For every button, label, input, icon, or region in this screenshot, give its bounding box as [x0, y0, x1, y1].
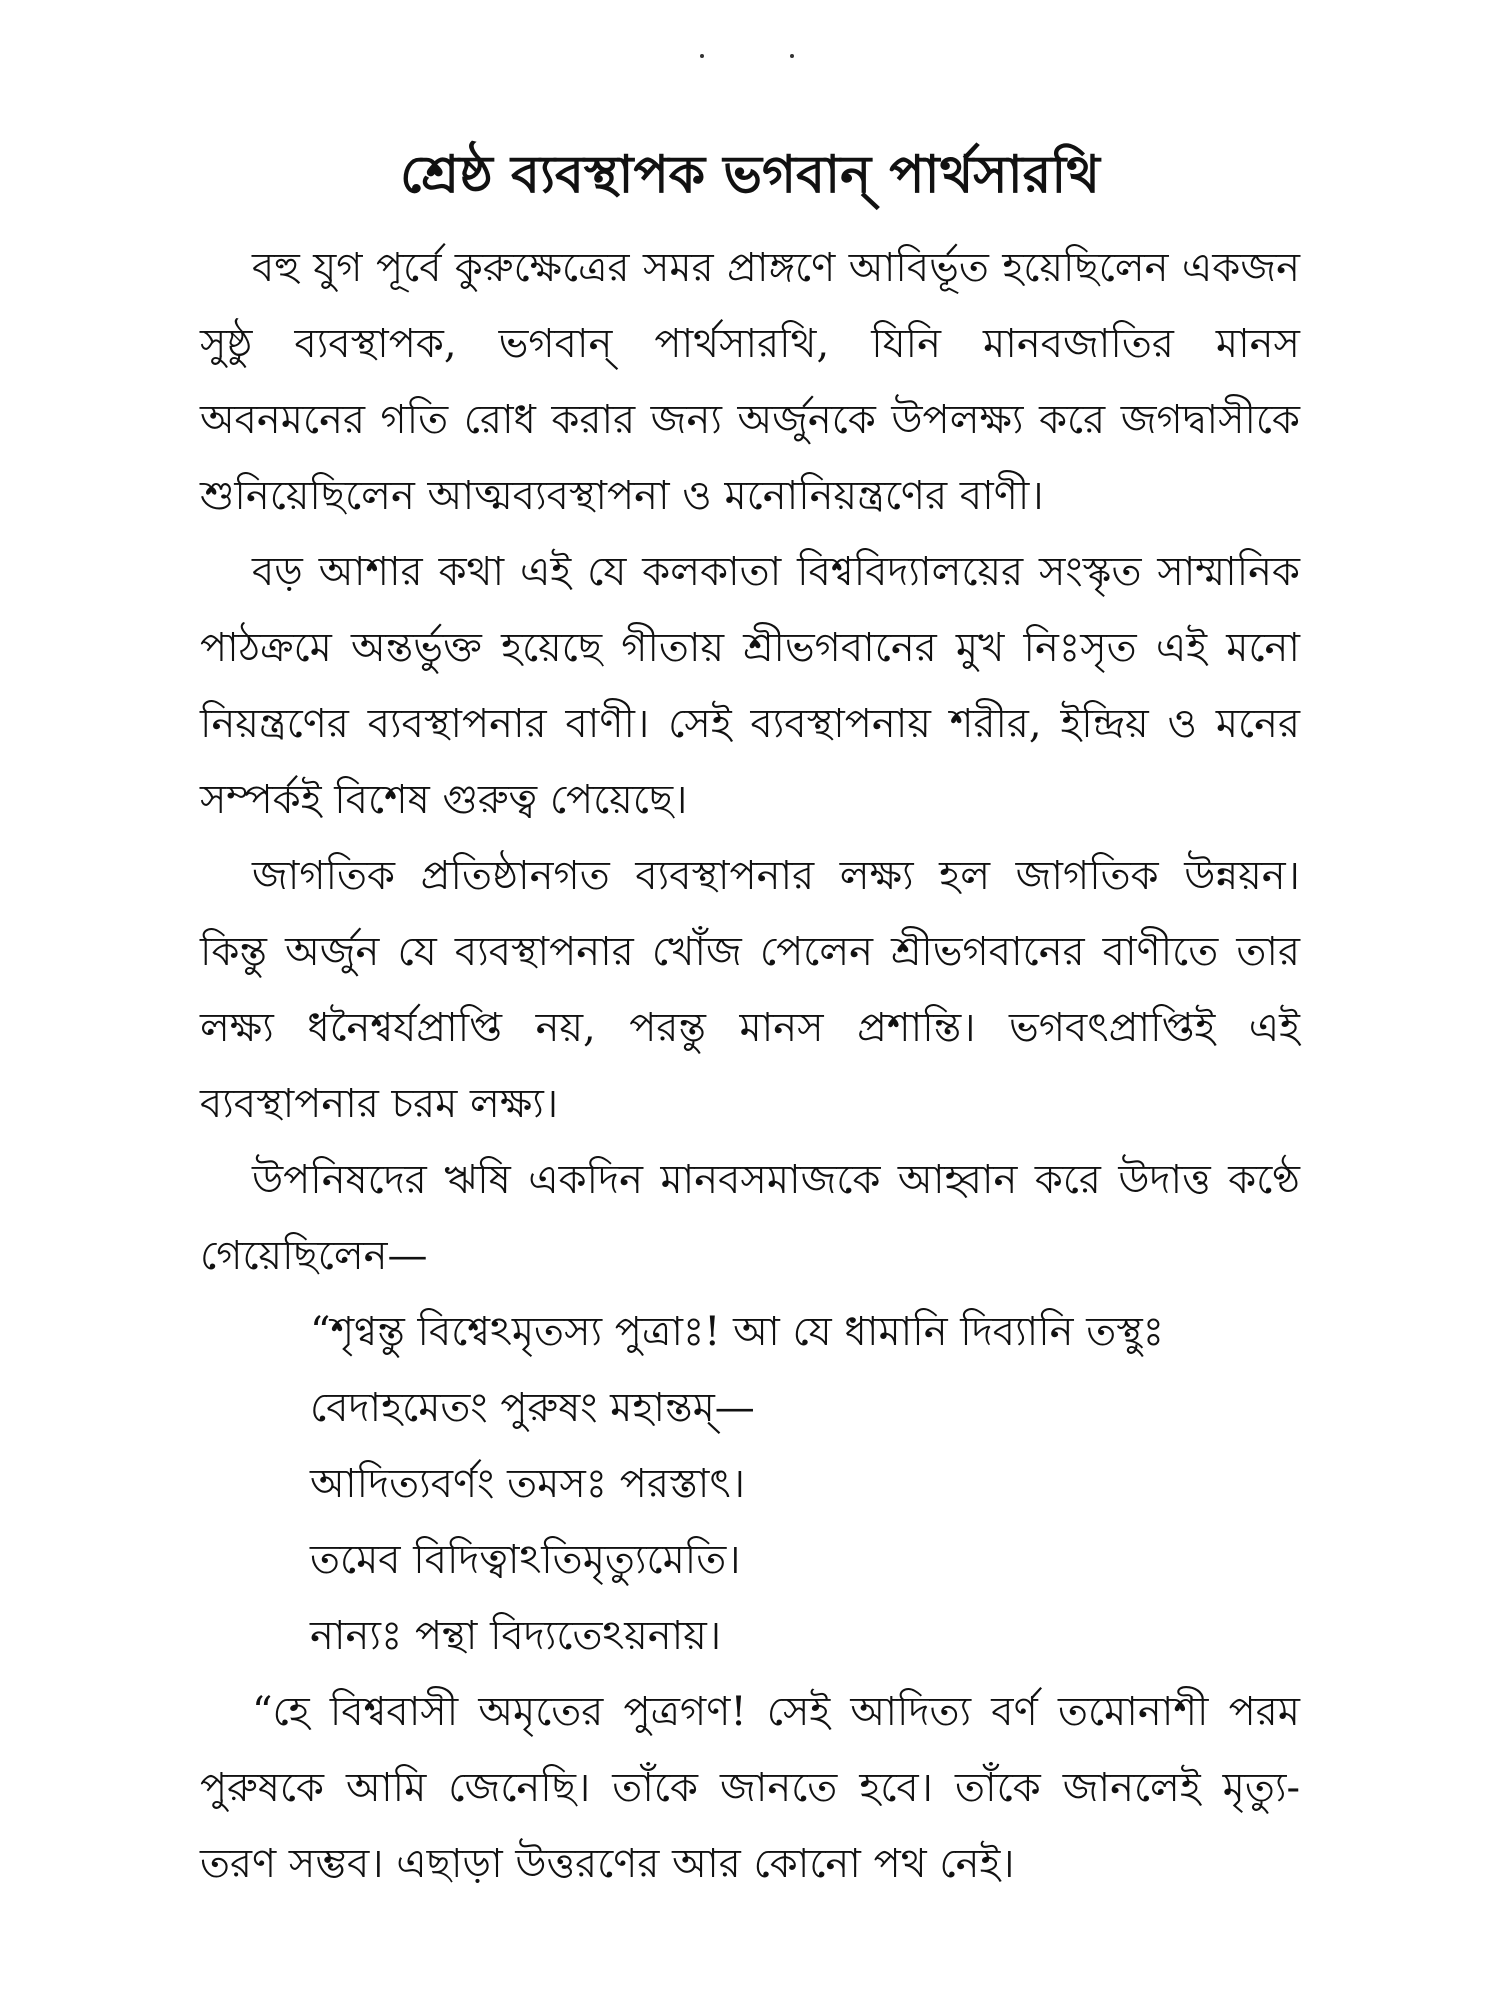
verse-line-1: “শৃণ্বন্তু বিশ্বেঽমৃতস্য পুত্রাঃ! আ যে ধামানি দিব্যানি তস্থুঃ	[310, 1309, 1165, 1355]
paragraph-1: বহু যুগ পূর্বে কুরুক্ষেত্রের সমর প্রাঙ্গণে আবির্ভূত হয়েছিলেন একজন সুষ্ঠু ব্যবস্থাপক, ভগবান্ পার্থসারথি, যিনি মানবজাতির মানস অবনমনের গতি রোধ করার জন্য অর্জুনকে উপলক্ষ্য করে জগদ্বাসীকে শুনিয়েছিলেন আত্মব্যবস্থাপনা ও মনোনিয়ন্ত্রণের বাণী।	[200, 245, 1300, 519]
print-specks	[680, 50, 820, 62]
paragraph-3: জাগতিক প্রতিষ্ঠানগত ব্যবস্থাপনার লক্ষ্য হল জাগতিক উন্নয়ন। কিন্তু অর্জুন যে ব্যবস্থাপনার খোঁজ পেলেন শ্রীভগবানের বাণীতে তার লক্ষ্য ধনৈশ্বর্যপ্রাপ্তি নয়, পরন্তু মানস প্রশান্তি। ভগবৎপ্রাপ্তিই এই ব্যবস্থাপনার চরম লক্ষ্য।	[200, 853, 1300, 1127]
sanskrit-verse	[200, 1294, 1300, 1674]
print-speck	[700, 54, 704, 58]
document-body	[200, 230, 1300, 1902]
verse-line-5: নান্যঃ পন্থা বিদ্যতেঽয়নায়।	[310, 1613, 722, 1659]
paragraph-5: “হে বিশ্ববাসী অমৃতের পুত্রগণ! সেই আদিত্য বর্ণ তমোনাশী পরম পুরুষকে আমি জেনেছি। তাঁকে জানতে হবে। তাঁকে জানলেই মৃত্যু-তরণ সম্ভব। এছাড়া উত্তরণের আর কোনো পথ নেই।	[200, 1689, 1300, 1887]
page-title: শ্রেষ্ঠ ব্যবস্থাপক ভগবান্ পার্থসারথি	[400, 144, 1100, 205]
verse-line-4: তমেব বিদিত্বাঽতিমৃত্যুমেতি।	[310, 1537, 741, 1583]
print-speck	[790, 54, 794, 58]
paragraph-4: উপনিষদের ঋষি একদিন মানবসমাজকে আহ্বান করে উদাত্ত কণ্ঠে গেয়েছিলেন—	[200, 1157, 1300, 1279]
verse-line-2: বেদাহমেতং পুরুষং মহান্তম্—	[310, 1385, 755, 1431]
paragraph-2: বড় আশার কথা এই যে কলকাতা বিশ্ববিদ্যালয়ের সংস্কৃত সাম্মানিক পাঠক্রমে অন্তর্ভুক্ত হয়েছে গীতায় শ্রীভগবানের মুখ নিঃসৃত এই মনো নিয়ন্ত্রণের ব্যবস্থাপনার বাণী। সেই ব্যবস্থাপনায় শরীর, ইন্দ্রিয় ও মনের সম্পর্কই বিশেষ গুরুত্ব পেয়েছে।	[200, 549, 1300, 823]
verse-line-3: আদিত্যবর্ণং তমসঃ পরস্তাৎ।	[310, 1461, 746, 1507]
